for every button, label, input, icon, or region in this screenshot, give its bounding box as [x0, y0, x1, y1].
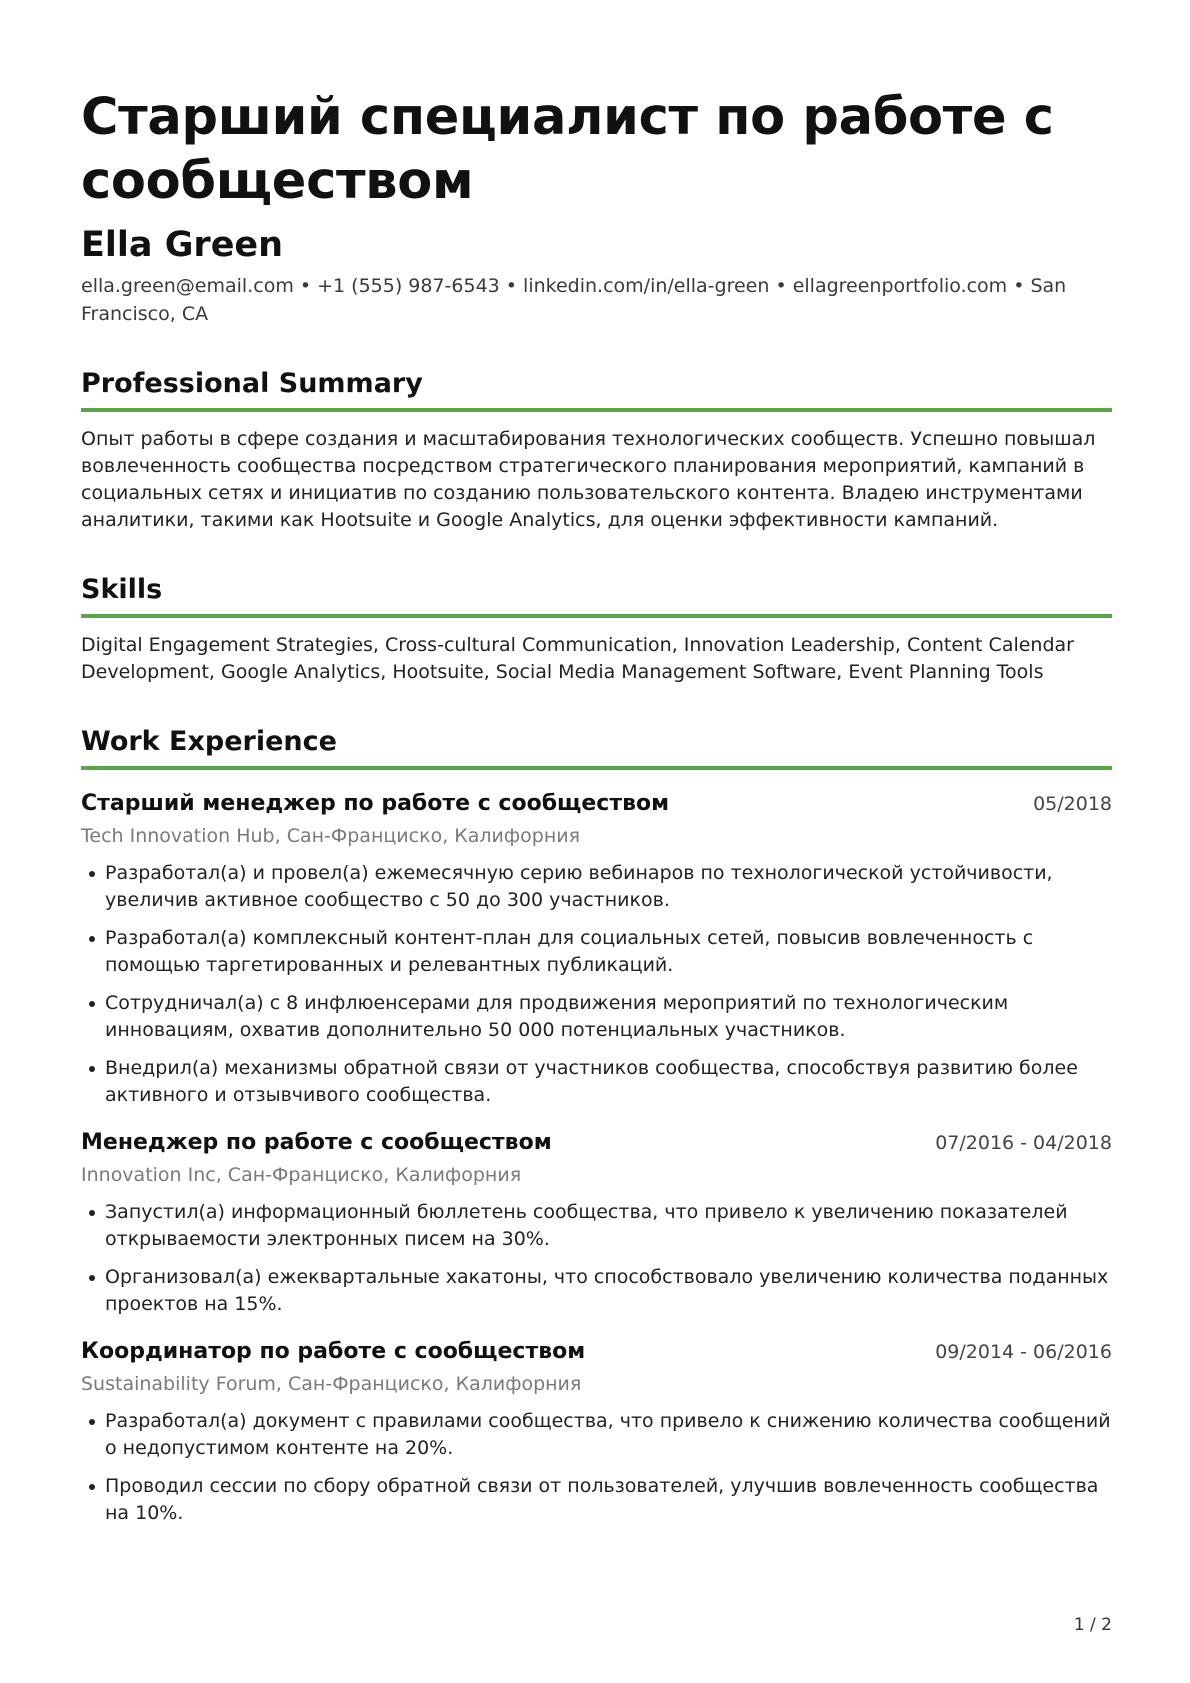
bullet-dot-icon — [89, 1275, 95, 1281]
job-title: Старший менеджер по работе с сообществом — [81, 791, 670, 816]
section-divider — [81, 408, 1112, 412]
skills-section — [81, 572, 1112, 686]
list-item — [81, 1473, 1112, 1527]
bullet-text: Разработал(а) комплексный контент-план для социальных сетей, повысив вовлеченность с помощью таргетированных и релевантных публикаций. — [105, 927, 1034, 976]
bullet-text: Запустил(а) информационный бюллетень сообщества, что привело к увеличению показателей открываемости электронных писем на 30%. — [105, 1201, 1068, 1250]
skills-text: Digital Engagement Strategies, Cross-cultural Communication, Innovation Leadership, Content Calendar Development, Google Analytics, Hootsuite, Social Media Management Software, Event Planning Tools — [81, 634, 1074, 683]
job-company: Sustainability Forum, Сан-Франциско, Калифорния — [81, 1373, 582, 1395]
job-date: 05/2018 — [1033, 793, 1112, 815]
section-divider — [81, 614, 1112, 618]
experience-section — [81, 724, 1112, 1527]
job-date: 09/2014 - 06/2016 — [935, 1341, 1112, 1363]
job-date: 07/2016 - 04/2018 — [935, 1132, 1112, 1154]
list-item — [81, 1264, 1112, 1318]
list-item — [81, 860, 1112, 914]
list-item — [81, 1408, 1112, 1462]
bullet-dot-icon — [89, 871, 95, 877]
list-item — [81, 1199, 1112, 1253]
bullet-dot-icon — [89, 1210, 95, 1216]
list-item — [81, 1055, 1112, 1109]
contact-line: ella.green@email.com • +1 (555) 987-6543 • linkedin.com/in/ella-green • ellagreenportfolio.com • San Francisco, CA — [81, 275, 1067, 325]
resume-headline: Старший специалист по работе с сообществом — [81, 88, 1054, 211]
bullet-dot-icon — [89, 1066, 95, 1072]
bullet-text: Разработал(а) и провел(а) ежемесячную серию вебинаров по технологической устойчивости, увеличив активное сообщество с 50 до 300 участников. — [105, 862, 1053, 911]
bullet-text: Проводил сессии по сбору обратной связи от пользователей, улучшив вовлеченность сообщества на 10%. — [105, 1475, 1099, 1524]
candidate-name: Ella Green — [81, 225, 284, 265]
job-title: Координатор по работе с сообществом — [81, 1339, 586, 1364]
skills-heading: Skills — [81, 574, 163, 605]
job-bullets — [81, 1199, 1112, 1318]
bullet-dot-icon — [89, 1419, 95, 1425]
bullet-text: Внедрил(а) механизмы обратной связи от участников сообщества, способствуя развитию более активного и отзывчивого сообщества. — [105, 1057, 1078, 1106]
job-company: Innovation Inc, Сан-Франциско, Калифорния — [81, 1164, 522, 1186]
list-item — [81, 925, 1112, 979]
job-entry — [81, 1127, 1112, 1318]
bullet-text: Организовал(а) ежеквартальные хакатоны, что способствовало увеличению количества поданных проектов на 15%. — [105, 1266, 1109, 1315]
summary-heading: Professional Summary — [81, 368, 423, 399]
bullet-dot-icon — [89, 1484, 95, 1490]
section-divider — [81, 766, 1112, 770]
bullet-dot-icon — [89, 1001, 95, 1007]
bullet-text: Сотрудничал(а) с 8 инфлюенсерами для продвижения мероприятий по технологическим инновациям, охватив дополнительно 50 000 потенциальных участников. — [105, 992, 1009, 1041]
list-item — [81, 990, 1112, 1044]
summary-text: Опыт работы в сфере создания и масштабирования технологических сообществ. Успешно повышал вовлеченность сообщества посредством стратегического планирования мероприятий, кампаний в социальных сетях и инициатив по созданию пользовательского контента. Владею инструментами аналитики, такими как Hootsuite и Google Analytics, для оценки эффективности кампаний. — [81, 428, 1096, 531]
bullet-dot-icon — [89, 936, 95, 942]
job-bullets — [81, 860, 1112, 1109]
summary-section — [81, 366, 1112, 534]
job-title: Менеджер по работе с сообществом — [81, 1130, 552, 1155]
page-number: 1 / 2 — [1073, 1615, 1112, 1635]
job-bullets — [81, 1408, 1112, 1527]
job-company: Tech Innovation Hub, Сан-Франциско, Калифорния — [81, 825, 581, 847]
job-entry — [81, 788, 1112, 1109]
job-entry — [81, 1336, 1112, 1527]
experience-heading: Work Experience — [81, 726, 337, 757]
bullet-text: Разработал(а) документ с правилами сообщества, что привело к снижению количества сообщений о недопустимом контенте на 20%. — [105, 1410, 1111, 1459]
